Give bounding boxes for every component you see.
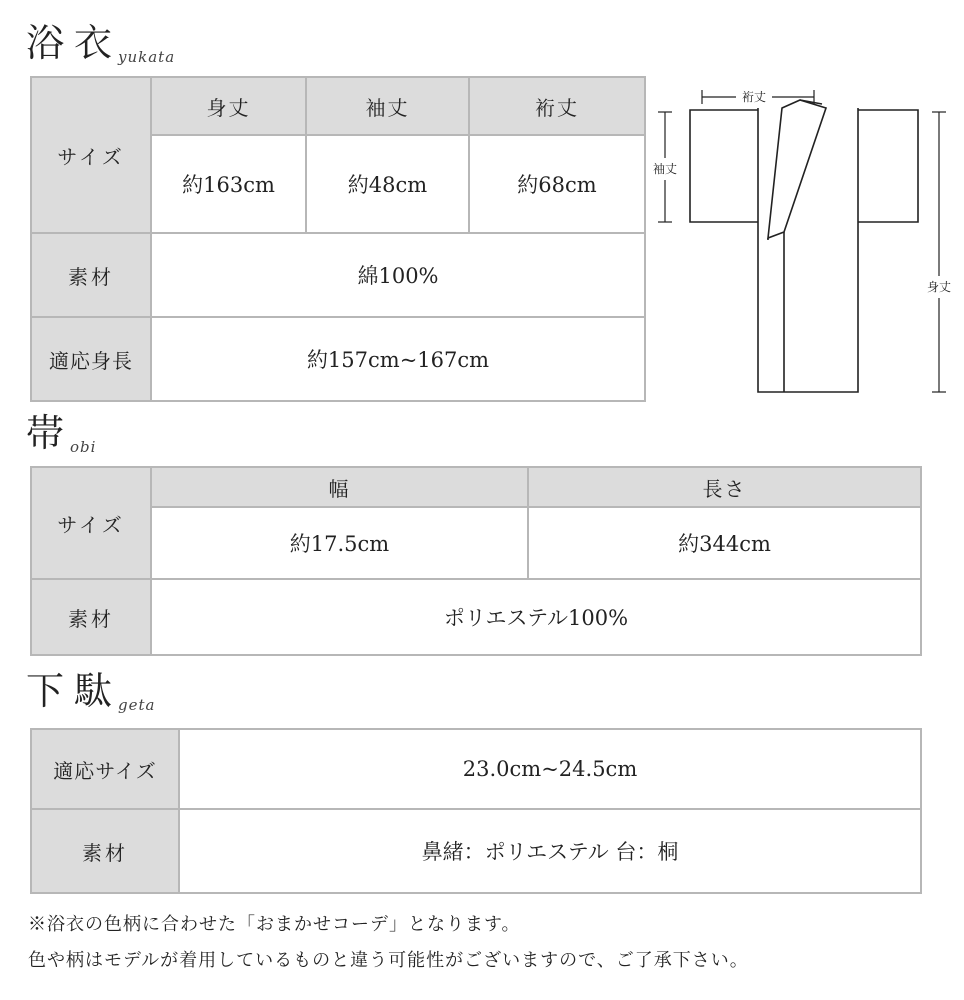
yukata-value-yukitake: 約68cm [469, 135, 645, 233]
obi-spec-table [30, 466, 922, 656]
yukata-title: 浴衣 [26, 21, 123, 65]
obi-material-label: 素材 [31, 579, 151, 655]
note-line-2: 色や柄はモデルが着用しているものと違う可能性がございますので、ご了承下さい。 [28, 950, 749, 971]
yukata-header-mitake: 身丈 [151, 77, 306, 135]
yukata-header-sodetake: 袖丈 [306, 77, 469, 135]
yukata-header-yukitake: 裄丈 [469, 77, 645, 135]
diagram-label-sodetake: 袖丈 [652, 162, 678, 176]
obi-title: 帯 [26, 411, 75, 455]
yukata-material-value: 綿100% [151, 233, 645, 317]
yukata-title-script: yukata [118, 48, 176, 66]
obi-size-label: サイズ [31, 467, 151, 579]
geta-material-value: 鼻緒：ポリエステル 台：桐 [179, 809, 921, 893]
yukata-value-mitake: 約163cm [151, 135, 306, 233]
kimono-right-sleeve [858, 110, 918, 222]
kimono-left-sleeve [690, 110, 758, 222]
geta-material-label: 素材 [31, 809, 179, 893]
geta-title: 下駄 [26, 669, 123, 713]
obi-material-value: ポリエステル100% [151, 579, 921, 655]
kimono-collar [768, 100, 826, 238]
note-line-1: ※浴衣の色柄に合わせた「おまかせコーデ」となります。 [28, 914, 521, 935]
yukata-height-label: 適応身長 [31, 317, 151, 401]
diagram-label-yukitake: 裄丈 [741, 90, 767, 104]
obi-title-script: obi [70, 438, 97, 456]
yukata-section-title [26, 21, 176, 66]
geta-title-script: geta [118, 696, 156, 714]
yukata-spec-table [30, 76, 646, 402]
yukata-height-value: 約157cm~167cm [151, 317, 645, 401]
geta-section-title [26, 669, 156, 714]
obi-value-width: 約17.5cm [151, 507, 528, 579]
obi-value-length: 約344cm [528, 507, 921, 579]
yukata-size-label: サイズ [31, 77, 151, 233]
diagram-label-mitake: 身丈 [926, 280, 952, 294]
obi-header-length: 長さ [528, 467, 921, 507]
obi-section-title [26, 411, 97, 456]
geta-size-value: 23.0cm~24.5cm [179, 729, 921, 809]
yukata-size-diagram [650, 80, 964, 410]
yukata-value-sodetake: 約48cm [306, 135, 469, 233]
obi-header-width: 幅 [151, 467, 528, 507]
yukata-material-label: 素材 [31, 233, 151, 317]
geta-spec-table [30, 728, 922, 894]
geta-size-label: 適応サイズ [31, 729, 179, 809]
